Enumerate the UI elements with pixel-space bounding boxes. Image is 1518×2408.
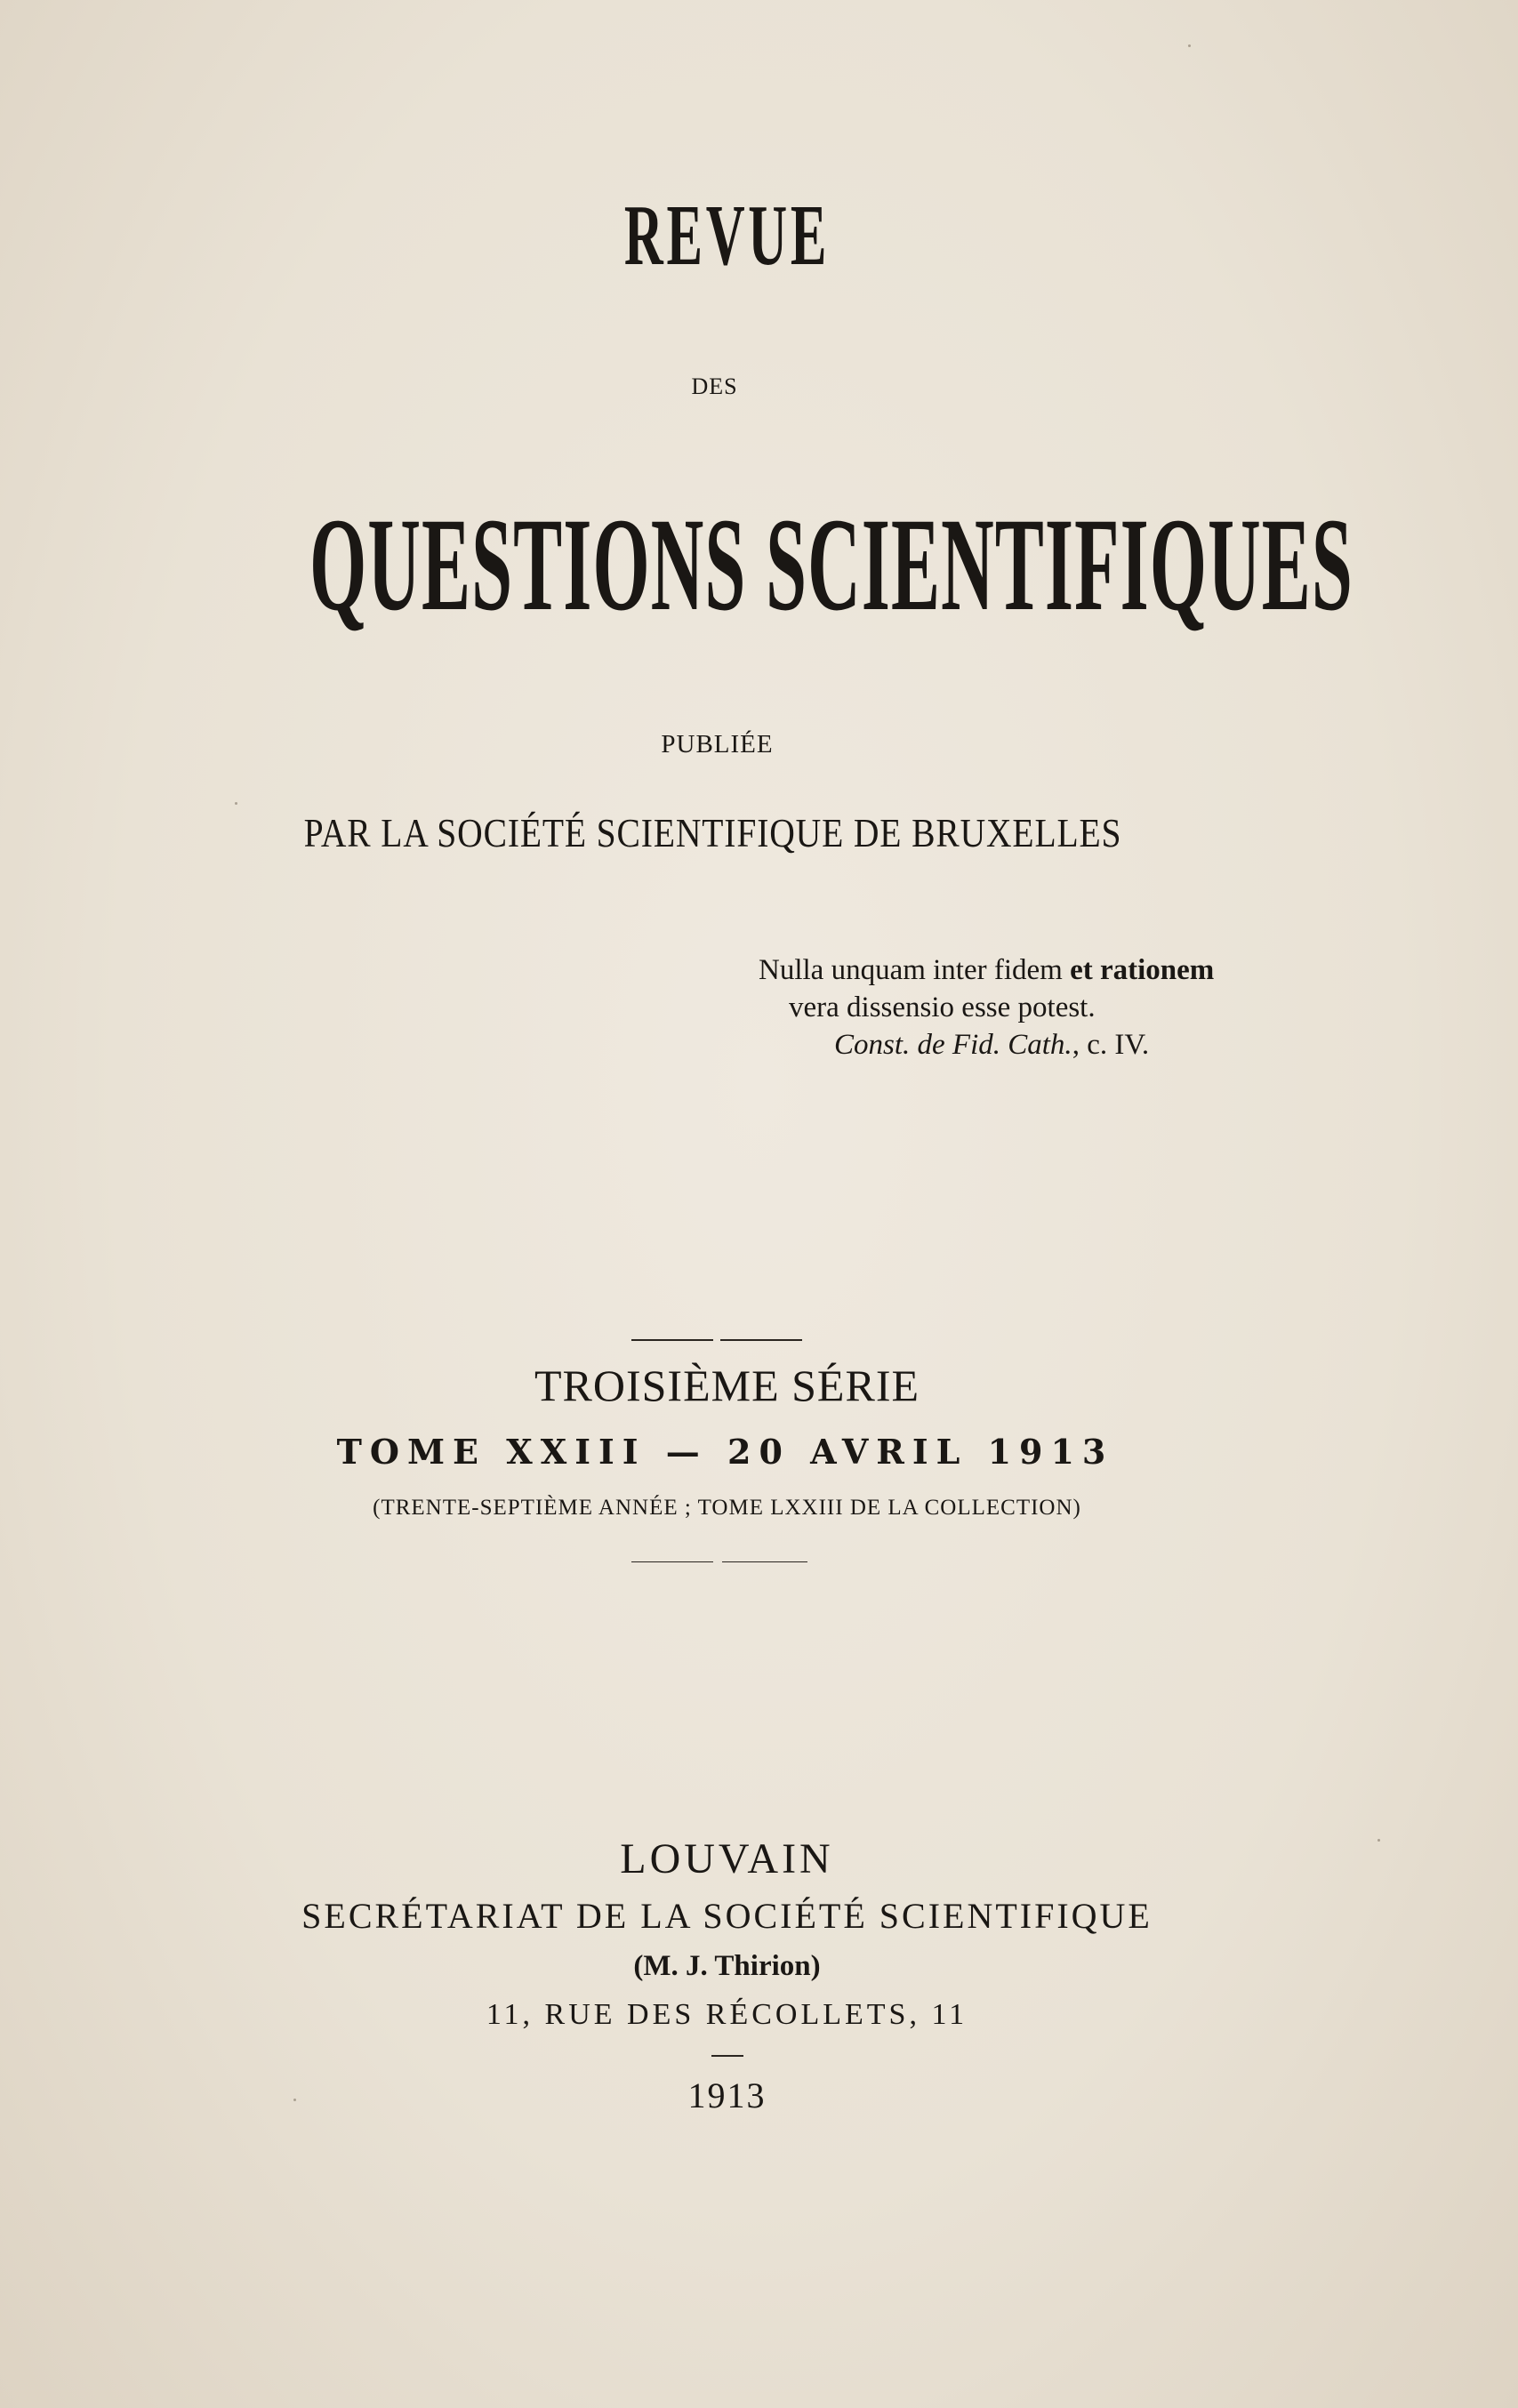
imprint-secretariat: SECRÉTARIAT DE LA SOCIÉTÉ SCIENTIFIQUE	[301, 1896, 1153, 1936]
journal-title-des: DES	[691, 373, 738, 399]
imprint-year: 1913	[687, 2075, 767, 2115]
volume-date-line: TOME XXIII — 20 AVRIL 1913	[336, 1432, 1114, 1472]
epigraph-line-2: vera dissensio esse potest.	[789, 991, 1096, 1023]
epigraph-line-1-text: Nulla unquam inter fidem	[759, 954, 1071, 986]
epigraph-citation	[759, 1026, 1399, 1064]
imprint-city: LOUVAIN	[620, 1835, 834, 1882]
lower-rule-right	[722, 1561, 807, 1562]
journal-title-main: QUESTIONS SCIENTIFIQUES	[309, 491, 1353, 638]
imprint-address: 11, RUE DES RÉCOLLETS, 11	[486, 1998, 968, 2031]
paper-speck	[293, 2099, 296, 2101]
epigraph	[759, 951, 1399, 1064]
imprint-rule	[711, 2055, 743, 2057]
imprint-contact: (M. J. Thirion)	[633, 1950, 821, 1982]
journal-title-revue: REVUE	[623, 188, 831, 284]
series-heading: TROISIÈME SÉRIE	[534, 1361, 920, 1410]
paper-speck	[1377, 1839, 1380, 1842]
upper-rule-right	[720, 1339, 802, 1341]
epigraph-line-1-emphasis: et rationem	[1070, 954, 1215, 986]
collection-note: (TRENTE-SEPTIÈME ANNÉE ; TOME LXXIII DE LA COLLECTION)	[373, 1496, 1081, 1520]
publisher-line: PAR LA SOCIÉTÉ SCIENTIFIQUE DE BRUXELLES	[303, 810, 1122, 855]
published-label: PUBLIÉE	[661, 730, 774, 759]
epigraph-citation-chapter: , c. IV.	[1072, 1029, 1150, 1061]
paper-speck	[1188, 44, 1191, 47]
epigraph-citation-source: Const. de Fid. Cath.	[834, 1029, 1072, 1061]
paper-speck	[235, 802, 237, 805]
lower-rule-left	[631, 1561, 713, 1562]
epigraph-line-1	[759, 951, 1399, 989]
upper-rule-left	[631, 1339, 713, 1341]
